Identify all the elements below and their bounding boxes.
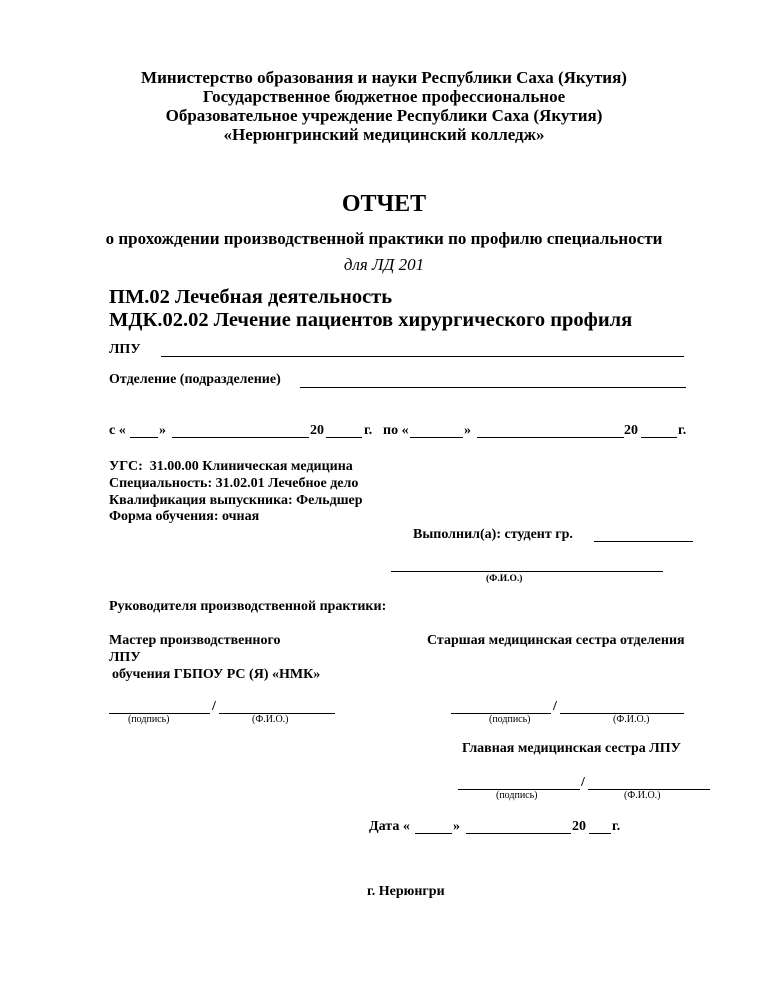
city: г. Нерюнгри [367, 884, 445, 899]
period-to-year-suffix: г. [678, 423, 687, 438]
qualification-line: Квалификация выпускника: Фельдшер [109, 493, 363, 508]
period-to-label: по « [383, 423, 409, 438]
header-line-college-name: «Нерюнгринский медицинский колледж» [223, 125, 545, 144]
chief-nurse-fio-caption: (Ф.И.О.) [624, 790, 661, 801]
study-form-line: Форма обучения: очная [109, 509, 260, 524]
document-title: ОТЧЕТ [341, 191, 427, 217]
senior-nurse-slash: / [553, 699, 557, 714]
period-from-label: с « [109, 423, 126, 438]
specialty-line: Специальность: 31.02.01 Лечебное дело [109, 476, 359, 491]
period-from-year-suffix: г. [364, 423, 373, 438]
document-subtitle: о прохождении производственной практики по профилю специальности [105, 229, 663, 248]
period-from-quote: » [159, 423, 166, 438]
chief-nurse-title: Главная медицинская сестра ЛПУ [462, 741, 681, 756]
header-line-institution-region: Образовательное учреждение Республики Саха (Якутия) [165, 106, 603, 125]
chief-nurse-signature-caption: (подпись) [496, 790, 538, 801]
period-from-day-line[interactable] [130, 437, 158, 438]
period-from-month-line[interactable] [172, 437, 309, 438]
senior-nurse-signature-caption: (подпись) [489, 714, 531, 725]
date-close-quote: » [453, 819, 460, 834]
supervisors-heading: Руководителя производственной практики: [109, 599, 387, 614]
date-year-suffix: г. [612, 819, 621, 834]
master-title-line3: обучения ГБПОУ РС (Я) «НМК» [112, 667, 321, 682]
department-input-line[interactable] [300, 387, 686, 388]
master-title-line2: ЛПУ [109, 650, 141, 665]
period-to-month-line[interactable] [477, 437, 624, 438]
chief-nurse-slash: / [581, 775, 585, 790]
lpu-label: ЛПУ [109, 342, 141, 357]
date-year-line[interactable] [589, 833, 611, 834]
header-line-ministry: Министерство образования и науки Республики Саха (Якутия) [141, 68, 627, 87]
period-from-year-line[interactable] [326, 437, 362, 438]
senior-nurse-title: Старшая медицинская сестра отделения [427, 633, 685, 648]
department-label: Отделение (подразделение) [109, 372, 281, 387]
group-note: для ЛД 201 [343, 255, 425, 274]
period-to-day-line[interactable] [410, 437, 463, 438]
module-name: ПМ.02 Лечебная деятельность [109, 286, 393, 308]
student-label: Выполнил(а): студент гр. [413, 527, 573, 542]
date-prefix: Дата « [369, 819, 410, 834]
student-fio-caption: (Ф.И.О.) [486, 574, 523, 584]
senior-nurse-fio-caption: (Ф.И.О.) [613, 714, 650, 725]
course-name: МДК.02.02 Лечение пациентов хирургического профиля [109, 309, 633, 331]
ugs-line: УГС: 31.00.00 Клиническая медицина [109, 459, 353, 474]
date-day-line[interactable] [415, 833, 452, 834]
period-from-year-prefix: 20 [310, 423, 324, 438]
lpu-input-line[interactable] [161, 356, 684, 357]
master-fio-caption: (Ф.И.О.) [252, 714, 289, 725]
master-slash: / [212, 699, 216, 714]
date-month-line[interactable] [466, 833, 571, 834]
student-group-line[interactable] [594, 541, 693, 542]
header-line-institution-type: Государственное бюджетное профессиональное [202, 87, 566, 106]
date-year-prefix: 20 [572, 819, 586, 834]
student-fio-line[interactable] [391, 571, 663, 572]
period-to-year-line[interactable] [641, 437, 677, 438]
period-to-quote: » [464, 423, 471, 438]
master-signature-caption: (подпись) [128, 714, 170, 725]
master-title-line1: Мастер производственного [109, 633, 281, 648]
period-to-year-prefix: 20 [624, 423, 638, 438]
